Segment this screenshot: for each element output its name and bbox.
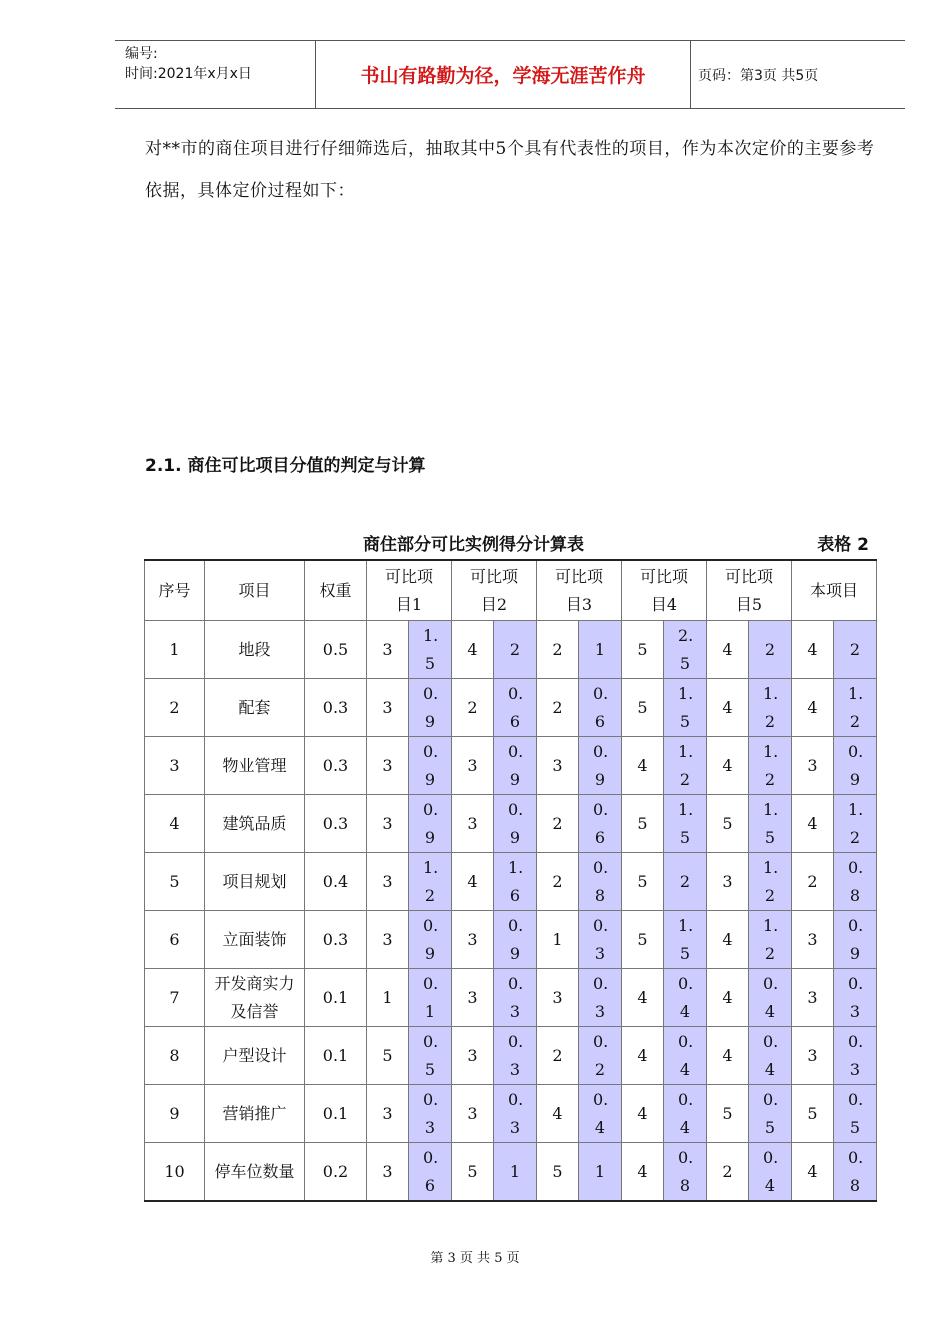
table-cell: 4 [707,911,749,969]
table-cell: 4 [792,621,834,679]
number-label: 编号: [125,46,158,62]
table-cell: 5 [707,1085,749,1143]
table-cell: 0.6 [579,679,622,737]
table-cell: 0.5 [409,1027,452,1085]
table-cell: 2 [145,679,205,737]
table-cell: 0.8 [834,1143,877,1202]
table-cell: 0.4 [664,969,707,1027]
table-cell: 2 [707,1143,749,1202]
table-cell: 项目规划 [205,853,305,911]
header-cell: 可比项目4 [622,560,707,621]
table-cell: 3 [367,1085,409,1143]
table-cell: 3 [452,737,494,795]
table-cell: 1.2 [834,795,877,853]
table-cell: 1 [579,1143,622,1202]
table-cell: 3 [367,911,409,969]
table-row [145,679,877,737]
table-cell: 2 [834,621,877,679]
table-cell: 0.9 [834,911,877,969]
table-row [145,621,877,679]
table-cell: 0.6 [579,795,622,853]
table-cell: 5 [622,853,664,911]
table-cell: 0.5 [305,621,367,679]
table-cell: 2 [537,853,579,911]
table-cell: 0.4 [664,1027,707,1085]
table-cell: 1.2 [749,853,792,911]
table-cell: 2 [537,621,579,679]
table-cell: 0.3 [305,737,367,795]
table-cell: 4 [452,621,494,679]
section-title: 2.1. 商住可比项目分值的判定与计算 [145,456,426,476]
table-cell: 1.2 [749,737,792,795]
header-cell: 可比项目2 [452,560,537,621]
table-header-row [145,560,877,621]
table-cell: 0.9 [494,911,537,969]
table-cell: 1.5 [664,795,707,853]
table-cell: 0.3 [834,1027,877,1085]
table-cell: 5 [145,853,205,911]
table-cell: 5 [707,795,749,853]
table-cell: 配套 [205,679,305,737]
header-cell: 项目 [205,560,305,621]
table-cell: 建筑品质 [205,795,305,853]
table-cell: 0.2 [579,1027,622,1085]
table-number: 表格 2 [817,535,869,555]
table-cell: 0.3 [579,969,622,1027]
table-cell: 5 [622,679,664,737]
header-cell: 本项目 [792,560,877,621]
header-page-info: 页码：第3页 共5页 [698,67,819,84]
table-title: 商住部分可比实例得分计算表 [363,535,584,555]
table-cell: 0.3 [494,969,537,1027]
table-cell: 地段 [205,621,305,679]
time-label: 时间:2021年x月x日 [125,66,252,82]
table-cell: 5 [622,911,664,969]
table-cell: 3 [792,969,834,1027]
table-cell: 0.1 [305,1027,367,1085]
table-cell: 0.4 [305,853,367,911]
table-row [145,853,877,911]
page-header [115,40,905,109]
table-cell: 4 [537,1085,579,1143]
table-cell: 0.9 [494,795,537,853]
table-cell: 1.5 [409,621,452,679]
table-cell: 6 [145,911,205,969]
table-cell: 0.3 [579,911,622,969]
table-cell: 0.9 [579,737,622,795]
table-row [145,795,877,853]
table-cell: 1.5 [664,911,707,969]
table-cell: 1.2 [749,679,792,737]
table-cell: 3 [367,795,409,853]
table-cell: 0.8 [664,1143,707,1202]
table-cell: 0.1 [305,1085,367,1143]
table-cell: 0.9 [409,679,452,737]
table-cell: 0.8 [834,853,877,911]
table-cell: 4 [452,853,494,911]
header-cell: 权重 [305,560,367,621]
table-cell: 1 [367,969,409,1027]
table-cell: 4 [707,737,749,795]
table-cell: 1.2 [409,853,452,911]
table-cell: 2 [537,679,579,737]
table-cell: 户型设计 [205,1027,305,1085]
table-cell: 0.4 [664,1085,707,1143]
table-cell: 3 [792,1027,834,1085]
table-cell: 1 [145,621,205,679]
table-cell: 0.3 [409,1085,452,1143]
table-cell: 2 [494,621,537,679]
table-cell: 2 [792,853,834,911]
table-cell: 2.5 [664,621,707,679]
table-cell: 3 [367,853,409,911]
table-cell: 8 [145,1027,205,1085]
table-cell: 3 [452,969,494,1027]
table-cell: 4 [707,679,749,737]
table-row [145,1143,877,1202]
table-cell: 4 [792,679,834,737]
table-cell: 3 [367,737,409,795]
table-cell: 0.3 [305,795,367,853]
table-cell: 3 [452,911,494,969]
table-cell: 3 [452,795,494,853]
table-row [145,969,877,1027]
table-cell: 营销推广 [205,1085,305,1143]
table-cell: 立面装饰 [205,911,305,969]
table-cell: 0.9 [409,795,452,853]
table-cell: 0.3 [834,969,877,1027]
table-cell: 4 [145,795,205,853]
table-cell: 0.9 [834,737,877,795]
table-cell: 3 [792,737,834,795]
table-cell: 5 [452,1143,494,1202]
table-cell: 0.2 [305,1143,367,1202]
table-cell: 5 [622,795,664,853]
table-cell: 4 [707,621,749,679]
table-cell: 5 [622,621,664,679]
table-cell: 2 [749,621,792,679]
table-cell: 开发商实力及信誉 [205,969,305,1027]
table-cell: 9 [145,1085,205,1143]
table-cell: 3 [367,679,409,737]
table-cell: 0.9 [494,737,537,795]
header-cell: 可比项目3 [537,560,622,621]
table-cell: 0.5 [834,1085,877,1143]
table-cell: 1.2 [664,737,707,795]
table-cell: 3 [145,737,205,795]
table-cell: 10 [145,1143,205,1202]
table-row [145,737,877,795]
table-cell: 3 [367,1143,409,1202]
intro-paragraph: 对**市的商住项目进行仔细筛选后，抽取其中5个具有代表性的项目，作为本次定价的主要参考依据，具体定价过程如下： [145,139,875,201]
table-row [145,1027,877,1085]
table-cell: 0.3 [305,911,367,969]
table-cell: 0.4 [579,1085,622,1143]
table-cell: 0.4 [749,1027,792,1085]
table-cell: 5 [792,1085,834,1143]
table-cell: 4 [622,1143,664,1202]
table-cell: 0.1 [409,969,452,1027]
table-cell: 4 [622,1085,664,1143]
table-cell: 2 [452,679,494,737]
table-cell: 1 [579,621,622,679]
table-cell: 2 [664,853,707,911]
table-cell: 0.3 [305,679,367,737]
table-cell: 4 [622,737,664,795]
table-cell: 4 [707,1027,749,1085]
header-meta [115,41,315,108]
table-cell: 0.9 [409,737,452,795]
table-cell: 1 [537,911,579,969]
table-cell: 5 [537,1143,579,1202]
table-cell: 0.9 [409,911,452,969]
table-cell: 物业管理 [205,737,305,795]
table-cell: 0.6 [494,679,537,737]
table-cell: 1.5 [749,795,792,853]
table-caption [145,530,875,556]
table-cell: 3 [537,737,579,795]
header-cell: 序号 [145,560,205,621]
table-cell: 0.4 [749,969,792,1027]
table-cell: 3 [707,853,749,911]
table-cell: 4 [622,969,664,1027]
table-cell: 0.5 [749,1085,792,1143]
table-cell: 0.4 [749,1143,792,1202]
score-table [144,559,877,1202]
table-cell: 停车位数量 [205,1143,305,1202]
table-cell: 4 [792,1143,834,1202]
table-cell: 0.8 [579,853,622,911]
table-cell: 0.3 [494,1085,537,1143]
table-cell: 1.2 [834,679,877,737]
table-cell: 4 [707,969,749,1027]
table-cell: 1.2 [749,911,792,969]
table-cell: 0.1 [305,969,367,1027]
table-cell: 4 [622,1027,664,1085]
table-cell: 1 [494,1143,537,1202]
table-cell: 3 [367,621,409,679]
table-cell: 2 [537,1027,579,1085]
header-cell: 可比项目1 [367,560,452,621]
table-cell: 3 [452,1027,494,1085]
table-cell: 0.3 [494,1027,537,1085]
table-cell: 1.5 [664,679,707,737]
header-cell: 可比项目5 [707,560,792,621]
table-cell: 7 [145,969,205,1027]
table-cell: 3 [452,1085,494,1143]
table-row [145,1085,877,1143]
header-motto: 书山有路勤为径，学海无涯苦作舟 [315,41,691,108]
table-cell: 4 [792,795,834,853]
table-row [145,911,877,969]
table-cell: 2 [537,795,579,853]
table-cell: 1.6 [494,853,537,911]
table-cell: 3 [792,911,834,969]
table-cell: 0.6 [409,1143,452,1202]
table-cell: 3 [537,969,579,1027]
page-footer: 第 3 页 共 5 页 [430,1251,520,1266]
table-cell: 5 [367,1027,409,1085]
